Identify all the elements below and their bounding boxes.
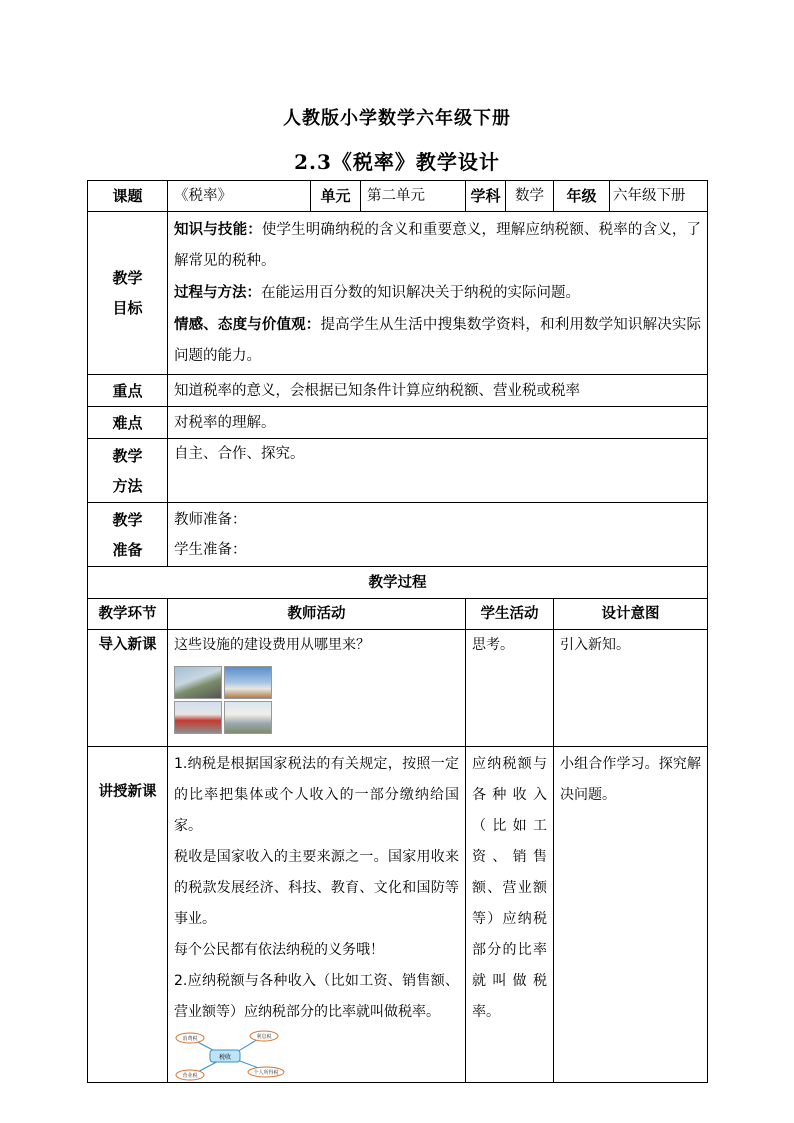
preparation-label: [88, 503, 168, 567]
building-photo: [174, 701, 222, 734]
goals-label-line2: 目标: [112, 299, 143, 317]
preparation-content: [168, 503, 708, 567]
lecture-teacher-p2: 税收是国家收入的主要来源之一。国家用收来的税款发展经济、科技、教育、文化和国防等事业。: [174, 849, 459, 927]
goal-emotion: [174, 309, 701, 372]
lecture-teacher: [168, 747, 466, 1083]
goal-process-title: 过程与方法：: [174, 284, 261, 301]
subject-value: 数学: [506, 181, 554, 212]
intro-teacher-text: 这些设施的建设费用从哪里来？: [174, 637, 370, 653]
lecture-teacher-p1: 1.纳税是根据国家税法的有关规定，按照一定的比率把集体或个人收入的一部分缴纳给国家。: [174, 756, 459, 834]
difficulty-row: [88, 407, 708, 439]
goal-process: [174, 277, 701, 309]
unit-value: 第二单元: [361, 181, 466, 212]
preparation-student: 学生准备：: [174, 541, 247, 558]
goals-content: [168, 212, 708, 375]
goal-emotion-title: 情感、态度与价值观：: [174, 316, 321, 333]
document-title: 人教版小学数学六年级下册: [283, 108, 511, 129]
topic-value: 《税率》: [168, 181, 311, 212]
grade-label: 年级: [554, 181, 610, 212]
intro-row: [88, 630, 708, 747]
lecture-student: 应纳税额与各种收入（比如工资、销售额、营业额等）应纳税部分的比率就叫做税率。: [466, 747, 554, 1083]
goal-knowledge-title: 知识与技能：: [174, 221, 262, 238]
goals-label: [88, 212, 168, 375]
lecture-teacher-p3: 每个公民都有依法纳税的义务哦！: [174, 942, 384, 958]
goal-knowledge-text: 使学生明确纳税的含义和重要意义，理解应纳税额、税率的含义，了解常见的税种。: [174, 222, 701, 269]
process-title-row: [88, 567, 708, 599]
tax-types-diagram: [174, 1030, 286, 1082]
difficulty-label: 难点: [88, 407, 168, 439]
info-row: [88, 181, 708, 212]
grade-value: 六年级下册: [610, 181, 708, 212]
intro-stage: 导入新课: [88, 630, 168, 747]
lecture-row: [88, 747, 708, 1083]
key-point-label: 重点: [88, 375, 168, 407]
intro-intent: 引入新知。: [554, 630, 708, 747]
method-text: 自主、合作、探究。: [168, 439, 708, 503]
goal-process-text: 在能运用百分数的知识解决关于纳税的实际问题。: [261, 285, 580, 301]
diagram-node-income-tax: 个人所得税: [253, 1070, 279, 1076]
goal-knowledge: [174, 214, 701, 277]
unit-label: 单元: [311, 181, 361, 212]
diagram-node-consumption-tax: 消费税: [182, 1036, 198, 1042]
subject-label: 学科: [466, 181, 506, 212]
intro-teacher: [168, 630, 466, 747]
school-photo: [224, 701, 272, 734]
document-subtitle: 2.3《税率》教学设计: [294, 150, 500, 174]
header-stage: 教学环节: [88, 599, 168, 630]
method-label-line2: 方法: [112, 476, 143, 495]
preparation-label-line1: 教学: [112, 510, 143, 529]
process-header-row: [88, 599, 708, 630]
highway-photo: [174, 666, 222, 699]
infrastructure-photos: [174, 666, 274, 734]
goal-emotion-text: 提高学生从生活中搜集数学资料，和利用数学知识解决实际问题的能力。: [174, 317, 702, 364]
goals-row: [88, 212, 708, 375]
difficulty-text: 对税率的理解。: [168, 407, 708, 439]
key-point-row: [88, 375, 708, 407]
preparation-teacher: 教师准备：: [174, 511, 247, 528]
lecture-intent: 小组合作学习。探究解决问题。: [554, 747, 708, 1083]
lecture-stage: 讲授新课: [88, 747, 168, 1083]
process-title: 教学过程: [88, 567, 708, 599]
diagram-center-label: 税收: [218, 1054, 232, 1061]
topic-label: 课题: [88, 181, 168, 212]
diagram-node-interest-tax: 利息税: [256, 1034, 272, 1040]
lecture-teacher-p4: 2.应纳税额与各种收入（比如工资、销售额、营业额等）应纳税部分的比率就叫做税率。: [174, 973, 459, 1020]
lesson-plan-table: [87, 180, 708, 1083]
method-label-line1: 教学: [112, 446, 143, 465]
method-label: [88, 439, 168, 503]
preparation-row: [88, 503, 708, 567]
method-row: [88, 439, 708, 503]
header-intent: 设计意图: [554, 599, 708, 630]
diagram-node-business-tax: 营业税: [182, 1073, 198, 1079]
key-point-text: 知道税率的意义，会根据已知条件计算应纳税额、营业税或税率: [168, 375, 708, 407]
preparation-label-line2: 准备: [112, 540, 143, 559]
goals-label-line1: 教学: [112, 269, 143, 287]
rocket-launch-photo: [224, 666, 272, 699]
intro-student: 思考。: [466, 630, 554, 747]
header-teacher: 教师活动: [168, 599, 466, 630]
header-student: 学生活动: [466, 599, 554, 630]
